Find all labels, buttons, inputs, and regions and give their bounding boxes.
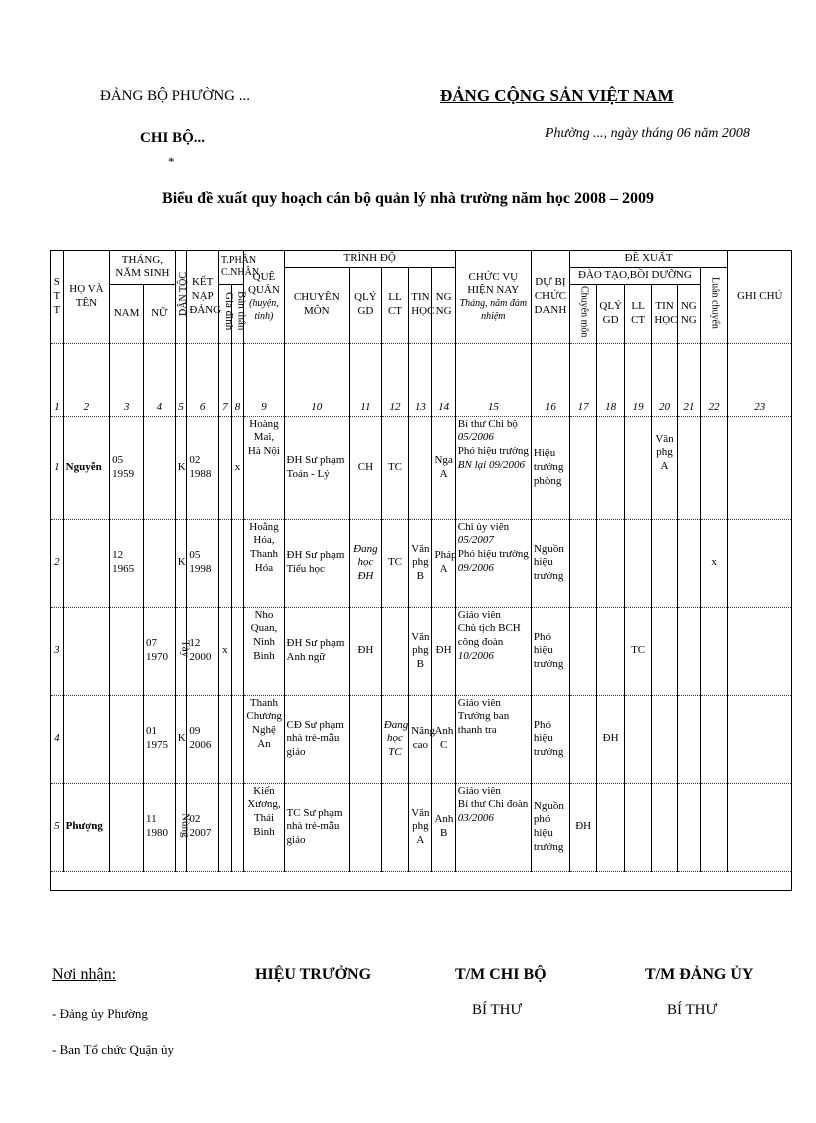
cell-female <box>143 519 175 607</box>
committee-signature-title: T/M ĐẢNG ỦY <box>645 966 754 983</box>
cell-stt: 2 <box>51 519 64 607</box>
cell-hometown: Kiến Xương, Thái Bình <box>244 783 284 871</box>
cell-qlgd <box>350 783 382 871</box>
header-position <box>455 251 531 344</box>
cell-party: 02 1988 <box>187 416 219 519</box>
cell-specialty: ĐH Sư phạm Tiểu học <box>284 519 350 607</box>
col-number: 7 <box>219 343 232 416</box>
table-row <box>51 416 792 519</box>
col-number: 5 <box>175 343 187 416</box>
cell-stt: 4 <box>51 695 64 783</box>
cell-ethnicity <box>175 607 192 695</box>
cell-stt: 3 <box>51 607 64 695</box>
header-name: HỌ VÀ TÊN <box>63 251 110 344</box>
cell-llct: Đang học TC <box>381 695 408 783</box>
header-p-specialty <box>569 284 596 343</box>
header-llct: LL CT <box>381 267 408 343</box>
cell-female <box>143 416 175 519</box>
cell-hometown: Hoàng Mai, Hà Nội <box>244 416 284 519</box>
cell-hometown: Thanh Chương Nghệ An <box>244 695 284 783</box>
cell-specialty: CĐ Sư phạm nhà trẻ-mẫu giáo <box>284 695 350 783</box>
branch-signature-role: BÍ THƯ <box>472 1002 523 1018</box>
header-proposal: ĐỀ XUẤT <box>569 251 727 268</box>
col-number: 17 <box>569 343 596 416</box>
cell-p-lang <box>677 783 700 871</box>
cell-ethnicity: K <box>175 695 187 783</box>
cell-gd: x <box>219 607 232 695</box>
position-1-date: 05/2007 <box>457 534 494 547</box>
cell-reserve: Nguồn phó hiệu trưởng <box>531 783 569 871</box>
cell-specialty: ĐH Sư phạm Toán - Lý <box>284 416 350 519</box>
cell-notes <box>728 416 792 519</box>
cell-stt: 1 <box>51 416 64 519</box>
cell-p-it <box>652 607 677 695</box>
col-number: 9 <box>244 343 284 416</box>
column-number-row <box>51 343 792 416</box>
cell-p-qlgd <box>597 519 624 607</box>
cell-qlgd: ĐH <box>350 607 382 695</box>
cell-transfer: x <box>700 519 727 607</box>
principal-signature-title: HIỆU TRƯỞNG <box>255 966 372 983</box>
cell-position <box>455 783 531 871</box>
cell-party: 12 2000 <box>187 607 219 695</box>
position-1: Chi ủy viên <box>457 520 510 533</box>
cell-p-specialty <box>569 519 596 607</box>
header-p-qlgd: QLÝ GD <box>597 284 624 343</box>
header-gia-dinh-label: Gia đình <box>222 292 235 331</box>
cell-lang: Nga A <box>432 416 455 519</box>
position-2: Chủ tịch BCH công đoàn <box>457 622 521 649</box>
position-2: Trưởng ban thanh tra <box>457 710 510 737</box>
cell-it: Văn phg B <box>409 519 432 607</box>
cell-ethnicity: K <box>175 519 187 607</box>
position-2-date: BN lại 09/2006 <box>457 458 526 471</box>
header-qlgd: QLÝ GD <box>350 267 382 343</box>
position-2-date: 03/2006 <box>457 812 494 825</box>
planning-table <box>50 250 792 891</box>
cell-female: 11 1980 <box>143 783 175 871</box>
position-2-date: 10/2006 <box>457 649 494 662</box>
cell-lang: ĐH <box>432 607 455 695</box>
header-ban-than-label: Bản thân <box>235 291 248 331</box>
cell-p-lang <box>677 519 700 607</box>
header-hometown-sub: (huyện, tỉnh) <box>249 298 279 322</box>
position-2: Bí thư Chi đoàn <box>457 798 529 811</box>
cell-it: Nâng cao <box>409 695 432 783</box>
cell-gd <box>219 783 232 871</box>
header-lang: NG NG <box>432 267 455 343</box>
col-number: 16 <box>531 343 569 416</box>
cell-hometown: Nho Quan, Ninh Bình <box>244 607 284 695</box>
cell-it <box>409 416 432 519</box>
header-transfer-label: Luân chuyển <box>709 276 721 329</box>
cell-notes <box>728 607 792 695</box>
cell-lang: Pháp A <box>432 519 455 607</box>
header-p-specialty-label: Chuyên môn <box>578 285 590 337</box>
cell-position <box>455 416 531 519</box>
cell-p-lang <box>677 416 700 519</box>
cell-notes <box>728 783 792 871</box>
cell-hometown: Hoằng Hóa, Thanh Hóa <box>244 519 284 607</box>
header-position-label: CHỨC VỤ HIỆN NAY <box>467 270 520 297</box>
cell-p-qlgd <box>597 607 624 695</box>
cell-p-llct <box>624 695 651 783</box>
table-row <box>51 519 792 607</box>
header-ethnicity <box>175 251 187 344</box>
cell-p-specialty <box>569 416 596 519</box>
position-1: Giáo viên <box>457 784 501 797</box>
header-p-it: TIN HỌC <box>652 284 677 343</box>
cell-bt: x <box>231 416 244 519</box>
cell-gd <box>219 695 232 783</box>
col-number: 23 <box>728 343 792 416</box>
cell-p-specialty: ĐH <box>569 783 596 871</box>
cell-ethnicity-label: Nùng <box>179 812 192 837</box>
party-committee-heading: ĐẢNG BỘ PHƯỜNG ... <box>100 88 250 104</box>
cell-bt <box>231 519 244 607</box>
cell-p-llct <box>624 519 651 607</box>
cell-p-it <box>652 695 677 783</box>
cell-p-it <box>652 519 677 607</box>
header-p-llct: LL CT <box>624 284 651 343</box>
cell-male <box>110 607 144 695</box>
table-row <box>51 607 792 695</box>
cell-p-specialty <box>569 695 596 783</box>
col-number: 6 <box>187 343 219 416</box>
header-it: TIN HỌC <box>409 267 432 343</box>
party-name-heading: ĐẢNG CỘNG SẢN VIỆT NAM <box>440 86 674 105</box>
branch-heading: CHI BỘ... <box>140 130 206 146</box>
header-p-lang: NG NG <box>677 284 700 343</box>
cell-lang: Anh C <box>432 695 455 783</box>
cell-ethnicity: K <box>175 416 187 519</box>
cell-ethnicity <box>175 783 192 871</box>
cell-p-qlgd: ĐH <box>597 695 624 783</box>
header-training: ĐÀO TẠO,BỒI DƯỠNG <box>569 267 700 284</box>
cell-transfer <box>700 416 727 519</box>
cell-transfer <box>700 695 727 783</box>
cell-llct: TC <box>381 519 408 607</box>
cell-party: 02 2007 <box>187 783 219 871</box>
position-2: Phó hiệu trưởng <box>457 548 529 561</box>
header-specialty: CHUYÊN MÔN <box>284 267 350 343</box>
col-number: 15 <box>455 343 531 416</box>
branch-signature-title: T/M CHI BỘ <box>455 966 547 983</box>
cell-it: Văn phg A <box>409 783 432 871</box>
table-row <box>51 695 792 783</box>
header-reserve: DỰ BỊ CHỨC DANH <box>531 251 569 344</box>
header-birth: THÁNG, NĂM SINH <box>110 251 176 285</box>
cell-party: 05 1998 <box>187 519 219 607</box>
header-ban-than <box>231 284 248 343</box>
position-2-date: 09/2006 <box>457 561 494 574</box>
header-notes: GHI CHÚ <box>728 251 792 344</box>
cell-p-llct <box>624 783 651 871</box>
cell-gd <box>219 519 232 607</box>
cell-llct: TC <box>381 416 408 519</box>
cell-p-llct <box>624 416 651 519</box>
col-number: 13 <box>409 343 432 416</box>
cell-llct <box>381 607 408 695</box>
cell-name: Nguyễn <box>63 416 110 519</box>
header-ethnicity-label: DÂN TỘC <box>177 272 189 317</box>
col-number: 8 <box>231 343 244 416</box>
cell-p-it: Văn phg A <box>652 416 677 519</box>
header-origin-class: T.PHẦN C.NHÂN <box>219 251 244 285</box>
col-number: 12 <box>381 343 408 416</box>
cell-bt <box>231 695 244 783</box>
cell-transfer <box>700 783 727 871</box>
cell-p-it <box>652 783 677 871</box>
cell-qlgd <box>350 695 382 783</box>
col-number: 20 <box>652 343 677 416</box>
recipient-item: - Ban Tổ chức Quận ủy <box>52 1042 174 1057</box>
cell-female: 07 1970 <box>143 607 175 695</box>
committee-signature-role: BÍ THƯ <box>667 1002 718 1018</box>
cell-reserve: Nguồn hiệu trưởng <box>531 519 569 607</box>
col-number: 3 <box>110 343 144 416</box>
cell-name <box>63 519 110 607</box>
col-number: 21 <box>677 343 700 416</box>
cell-position <box>455 519 531 607</box>
cell-position <box>455 607 531 695</box>
header-transfer <box>700 267 727 343</box>
cell-male: 05 1959 <box>110 416 144 519</box>
cell-notes <box>728 695 792 783</box>
recipients-label: Nơi nhận: <box>52 966 117 983</box>
cell-p-lang <box>677 695 700 783</box>
cell-gd <box>219 416 232 519</box>
cell-p-llct: TC <box>624 607 651 695</box>
col-number: 4 <box>143 343 175 416</box>
blank-row <box>51 871 792 890</box>
header-hometown-label: QUÊ QUÁN <box>248 270 280 297</box>
position-2: Phó hiệu trưởng <box>457 445 529 458</box>
cell-name: Phượng <box>63 783 110 871</box>
col-number: 11 <box>350 343 382 416</box>
document-title: Biểu đề xuất quy hoạch cán bộ quản lý nhà trường năm học 2008 – 2009 <box>162 190 654 207</box>
col-number: 22 <box>700 343 727 416</box>
col-number: 10 <box>284 343 350 416</box>
position-1: Bí thư Chi bộ <box>457 417 518 430</box>
header-row-1 <box>51 251 792 268</box>
cell-bt <box>231 607 244 695</box>
cell-notes <box>728 519 792 607</box>
cell-party: 09 2006 <box>187 695 219 783</box>
cell-p-lang <box>677 607 700 695</box>
col-number: 18 <box>597 343 624 416</box>
cell-male <box>110 783 144 871</box>
position-1-date: 05/2006 <box>457 431 494 444</box>
header-position-sub: Tháng, năm đảm nhiệm <box>459 298 528 322</box>
header-level: TRÌNH ĐỘ <box>284 251 455 268</box>
cell-p-specialty <box>569 607 596 695</box>
col-number: 19 <box>624 343 651 416</box>
cell-name <box>63 607 110 695</box>
cell-specialty: ĐH Sư phạm Anh ngữ <box>284 607 350 695</box>
cell-specialty: TC Sư phạm nhà trẻ-mẫu giáo <box>284 783 350 871</box>
star-mark: * <box>168 154 175 169</box>
header-female: NỮ <box>143 284 175 343</box>
cell-qlgd: CH <box>350 416 382 519</box>
cell-reserve: Phó hiệu trưởng <box>531 607 569 695</box>
header-stt: S T T <box>51 251 64 344</box>
header-gia-dinh <box>219 284 235 343</box>
cell-bt <box>231 783 244 871</box>
cell-lang: Anh B <box>432 783 455 871</box>
cell-female: 01 1975 <box>143 695 175 783</box>
col-number: 1 <box>51 343 64 416</box>
col-number: 14 <box>432 343 455 416</box>
header-party: KẾT NẠP ĐẢNG <box>187 251 219 344</box>
position-1: Giáo viên <box>457 608 501 621</box>
cell-name <box>63 695 110 783</box>
cell-p-qlgd <box>597 783 624 871</box>
cell-male: 12 1965 <box>110 519 144 607</box>
recipient-item: - Đảng ủy Phường <box>52 1006 148 1021</box>
cell-it: Văn phg B <box>409 607 432 695</box>
cell-ethnicity-label: Tày <box>179 640 192 658</box>
cell-reserve: Phó hiệu trưởng <box>531 695 569 783</box>
date-line: Phường ..., ngày tháng 06 năm 2008 <box>545 126 750 141</box>
cell-reserve: Hiệu trưởng phòng <box>531 416 569 519</box>
header-male: NAM <box>110 284 144 343</box>
cell-male <box>110 695 144 783</box>
cell-p-qlgd <box>597 416 624 519</box>
cell-llct <box>381 783 408 871</box>
blank-cell <box>51 871 792 890</box>
cell-stt: 5 <box>51 783 64 871</box>
cell-qlgd: Đang học ĐH <box>350 519 382 607</box>
col-number: 2 <box>63 343 110 416</box>
cell-transfer <box>700 607 727 695</box>
position-1: Giáo viên <box>457 696 501 709</box>
cell-position <box>455 695 531 783</box>
table-row <box>51 783 792 871</box>
